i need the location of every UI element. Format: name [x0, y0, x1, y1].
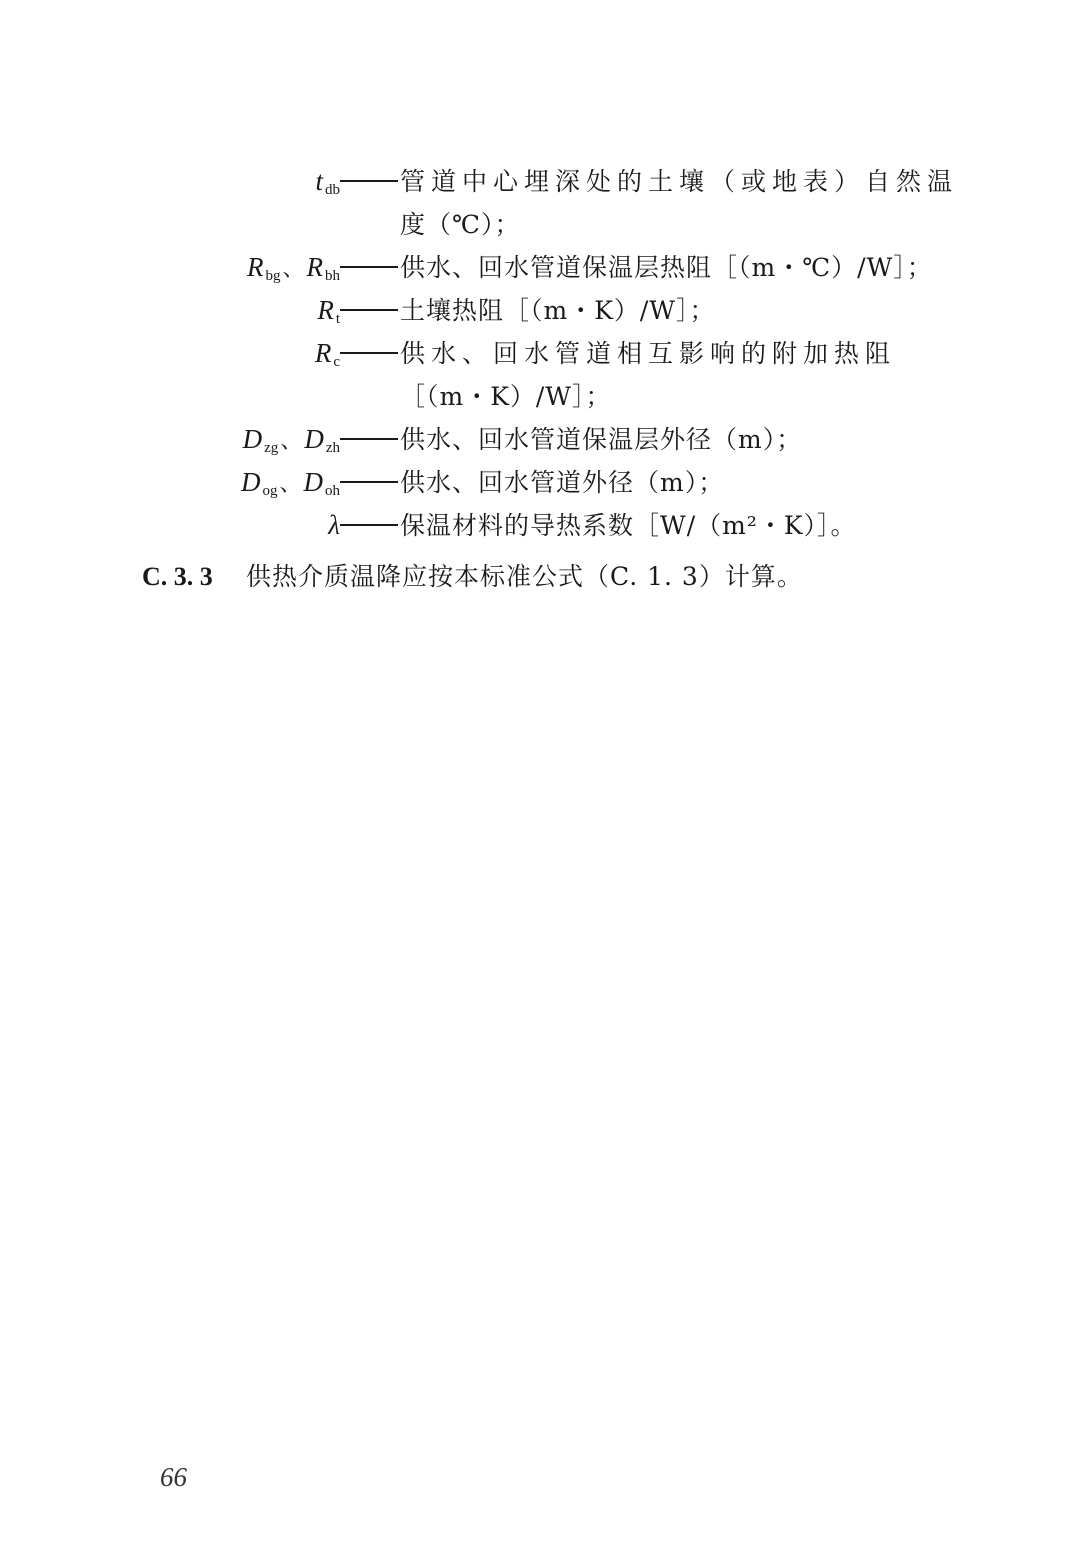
definition-symbol: λ [328, 510, 340, 540]
clause-text: 供热介质温降应按本标准公式（C. 1. 3）计算。 [246, 562, 803, 591]
definition-text: 保温材料的导热系数［W/（m²・K）］。 [400, 511, 857, 540]
definition-row [0, 289, 1080, 332]
definition-symbol: t $_{db}$ [315, 166, 340, 198]
definition-text: 供水、回水管道保温层热阻［（m・℃）/W］； [400, 253, 933, 282]
definition-continuation: 度（℃）； [400, 210, 521, 239]
definition-symbol: R $_t$ [317, 295, 340, 327]
definition-text: 供水、回水管道保温层外径（m）； [400, 425, 803, 454]
definition-row [0, 461, 1080, 504]
definition-row [0, 504, 1080, 547]
definition-row [0, 418, 1080, 461]
definition-dash [340, 505, 400, 548]
definition-text: 管道中心埋深处的土壤（或地表）自然温 [400, 167, 959, 196]
definition-row [0, 160, 1080, 203]
definition-continuation: ［（m・K）/W］； [400, 382, 612, 411]
definition-row [0, 332, 1080, 375]
definition-dash [340, 290, 400, 333]
definition-dash [340, 247, 400, 290]
definition-row [0, 246, 1080, 289]
definition-dash [340, 419, 400, 462]
page-number: 66 [160, 1462, 187, 1492]
definition-text: 供水、回水管道相互影响的附加热阻 [400, 339, 897, 368]
definition-symbol: D $_{zg}$、D $_{zh}$ [242, 424, 340, 456]
definition-symbol: D $_{og}$、D $_{oh}$ [240, 467, 340, 499]
symbol-definitions [0, 160, 1080, 547]
definition-text: 土壤热阻［（m・K）/W］； [400, 296, 716, 325]
definition-dash [340, 161, 400, 204]
definition-symbol: R $_{bg}$、R $_{bh}$ [246, 252, 340, 284]
definition-text: 供水、回水管道外径（m）； [400, 468, 725, 497]
clause-c33 [142, 555, 803, 598]
definition-symbol: R $_c$ [314, 338, 340, 370]
definition-dash [340, 462, 400, 505]
clause-number: C. 3. 3 [142, 562, 213, 591]
definition-dash [340, 333, 400, 376]
